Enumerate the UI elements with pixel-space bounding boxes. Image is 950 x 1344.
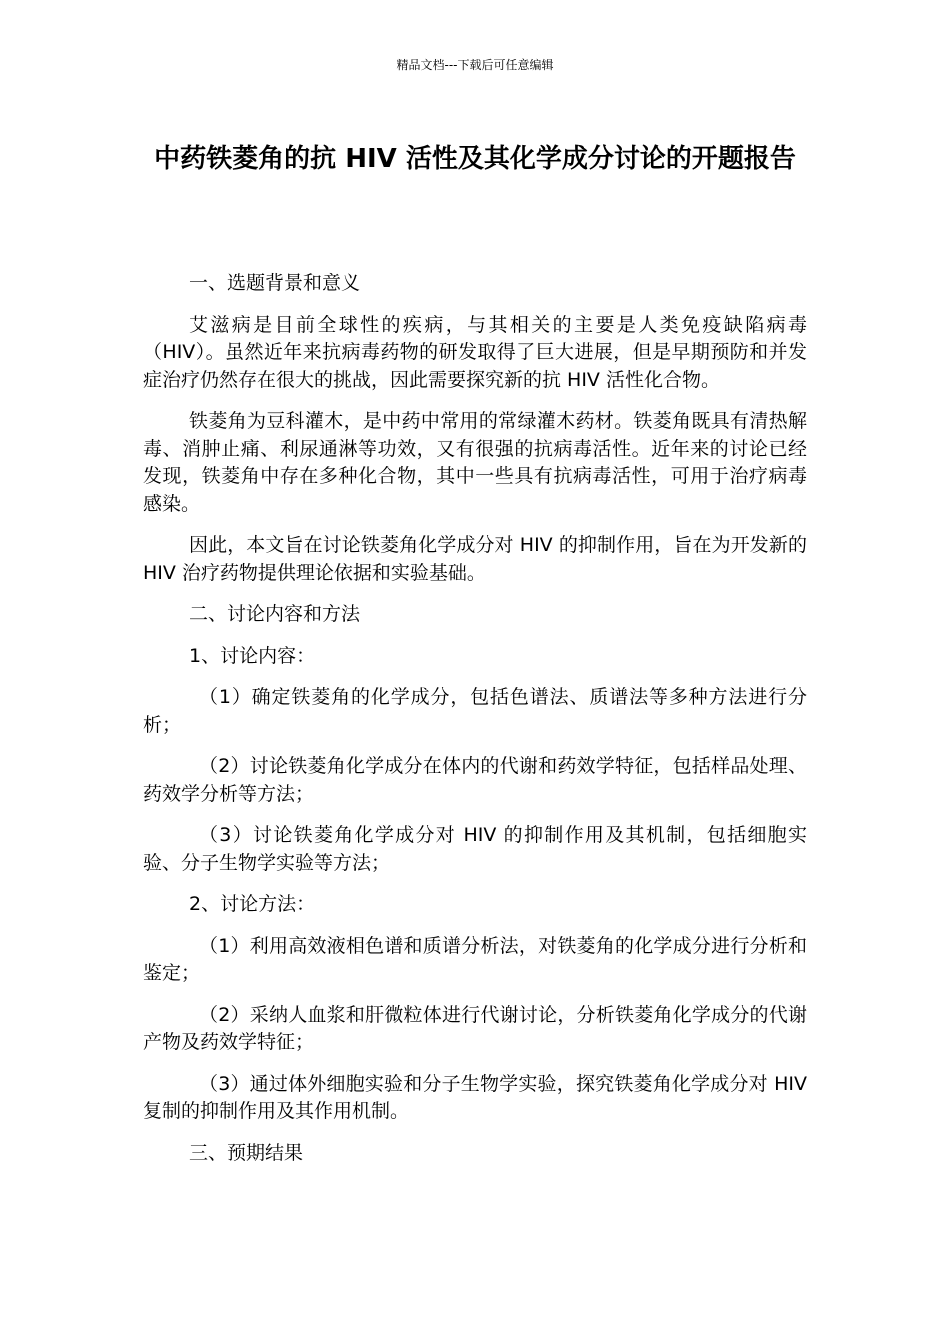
paragraph-plant-description: 铁菱角为豆科灌木，是中药中常用的常绿灌木药材。铁菱角既具有清热解毒、消肿止痛、利尿通淋等功效，又有很强的抗病毒活性。近年来的讨论已经发现，铁菱角中存在多种化合物，其中一些具有抗病毒活性，可用于治疗病毒感染。 [143,410,807,515]
list-item: （3）讨论铁菱角化学成分对 HIV 的抑制作用及其机制，包括细胞实验、分子生物学实验等方法； [143,824,807,874]
header-note: 精品文档---下载后可任意编辑 [396,58,554,72]
document-title: 中药铁菱角的抗 HIV 活性及其化学成分讨论的开题报告 [154,144,796,174]
section-heading-3: 三、预期结果 [189,1141,304,1164]
section-heading-1: 一、选题背景和意义 [189,272,361,294]
subheading-content: 1、讨论内容： [189,644,316,667]
list-item: （2）讨论铁菱角化学成分在体内的代谢和药效学特征，包括样品处理、药效学分析等方法； [143,755,807,805]
list-item: （2）采纳人血浆和肝微粒体进行代谢讨论，分析铁菱角化学成分的代谢产物及药效学特征； [143,1003,807,1053]
paragraph-background: 艾滋病是目前全球性的疾病，与其相关的主要是人类免疫缺陷病毒（HIV）。虽然近年来抗病毒药物的研发取得了巨大进展，但是早期预防和并发症治疗仍然存在很大的挑战，因此需要探究新的抗 HIV 活性化合物。 [143,313,807,391]
list-item: （3）通过体外细胞实验和分子生物学实验，探究铁菱角化学成分对 HIV 复制的抑制作用及其作用机制。 [143,1072,807,1122]
subheading-methods: 2、讨论方法： [189,893,316,915]
paragraph-purpose: 因此，本文旨在讨论铁菱角化学成分对 HIV 的抑制作用，旨在为开发新的 HIV 治疗药物提供理论依据和实验基础。 [143,534,807,584]
list-item: （1）利用高效液相色谱和质谱分析法，对铁菱角的化学成分进行分析和鉴定； [143,934,807,984]
section-heading-2: 二、讨论内容和方法 [189,603,361,625]
document-body [143,270,807,1181]
list-item: （1）确定铁菱角的化学成分，包括色谱法、质谱法等多种方法进行分析； [143,686,807,736]
